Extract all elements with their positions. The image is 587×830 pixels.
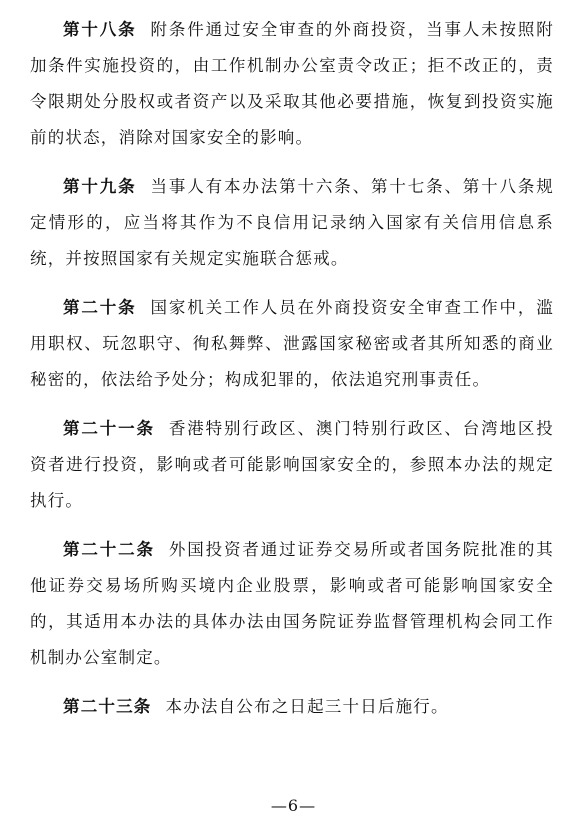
article-title: 第十八条 (63, 20, 137, 39)
article-text: 香港特别行政区、澳门特别行政区、台湾地区投资者进行投资，影响或者可能影响国家安全的，参照本办法的规定执行。 (30, 419, 554, 510)
article-title: 第二十三条 (63, 697, 152, 716)
article-19 (30, 169, 554, 277)
article-text: 附条件通过安全审查的外商投资，当事人未按照附加条件实施投资的，由工作机制办公室责令改正；拒不改正的，责令限期处分股权或者资产以及采取其他必要措施，恢复到投资实施前的状态，消除对国家安全的影响。 (30, 20, 554, 147)
article-text: 本办法自公布之日起三十日后施行。 (165, 697, 449, 716)
article-20 (30, 290, 554, 398)
article-23 (30, 689, 554, 725)
article-18 (30, 12, 554, 156)
article-title: 第二十条 (63, 298, 137, 317)
article-text: 国家机关工作人员在外商投资安全审查工作中，滥用职权、玩忽职守、徇私舞弊、泄露国家秘密或者其所知悉的商业秘密的，依法给予处分；构成犯罪的，依法追究刑事责任。 (30, 298, 554, 389)
article-21 (30, 411, 554, 519)
article-text: 外国投资者通过证券交易所或者国务院批准的其他证券交易场所购买境内企业股票，影响或者可能影响国家安全的，其适用本办法的具体办法由国务院证券监督管理机构会同工作机制办公室制定。 (30, 540, 554, 667)
article-text: 当事人有本办法第十六条、第十七条、第十八条规定情形的，应当将其作为不良信用记录纳入国家有关信用信息系统，并按照国家有关规定实施联合惩戒。 (30, 177, 554, 268)
article-title: 第十九条 (63, 177, 137, 196)
article-title: 第二十二条 (63, 540, 155, 559)
document-page (30, 12, 554, 738)
article-22 (30, 532, 554, 676)
article-title: 第二十一条 (63, 419, 155, 438)
page-number: —6— (270, 796, 317, 815)
